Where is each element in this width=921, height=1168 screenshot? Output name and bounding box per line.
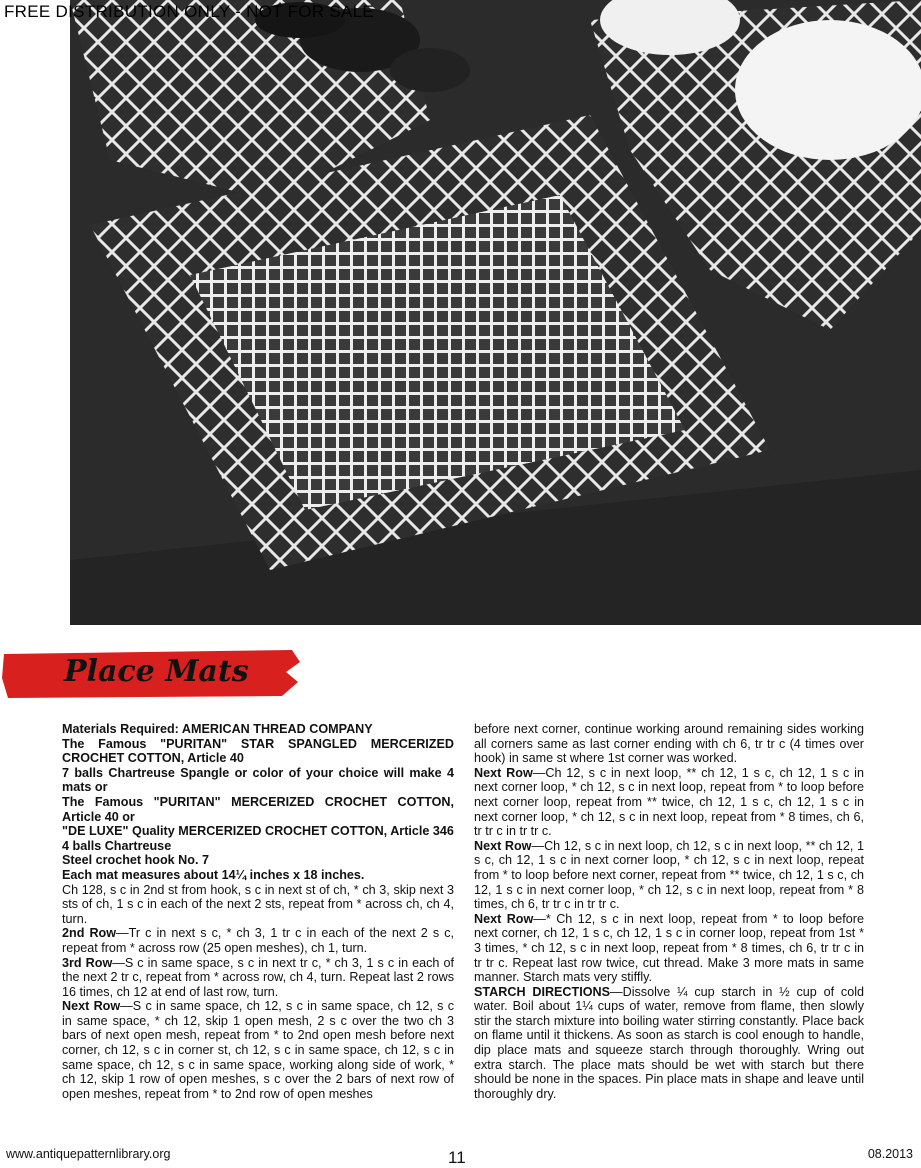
footer-date: 08.2013 (867, 1147, 913, 1161)
materials-line: 7 balls Chartreuse Spangle or color of your choice will make 4 mats or (62, 765, 454, 795)
row-text: —* Ch 12, s c in next loop, repeat from * to loop before next corner, ch 12, 1 s c, ch 12, 1 s c in corner loop, repeat from 1st * 3 times, * ch 12, s c in next loop, repeat from * 8 times, ch 6, tr tr c in tr tr c. Repeat last row twice, cut thread. Make 3 more mats in same manner. Starch mats very stiffly. (474, 911, 864, 985)
row-text: —S c in same space, ch 12, s c in same space, ch 12, s c in same space, * ch 12, skip 1 open mesh, 2 s c over the two ch 3 bars of next open mesh, repeat from * to 2nd open mesh before next corner, ch 12, s c in corner st, ch 12, s c in same space, ch 12, s c in same space, ch 12, s c in same space, working along side of work, * ch 12, skip 1 row of open meshes, s c over the 2 bars of next row of open meshes, repeat from * to 2nd row of open meshes (62, 999, 454, 1101)
materials-line: The Famous "PURITAN" STAR SPANGLED MERCERIZED CROCHET COTTON, Article 40 (62, 736, 454, 766)
distribution-notice: FREE DISTRIBUTION ONLY - NOT FOR SALE (4, 2, 375, 21)
footer-site: www.antiquepatternlibrary.org (6, 1147, 171, 1161)
materials-line: Each mat measures about 14¼ inches x 18 inches. (62, 867, 365, 882)
row-label: Next Row (474, 838, 532, 853)
row-3 (62, 956, 454, 1000)
first-row-text: Ch 128, s c in 2nd st from hook, s c in next st of ch, * ch 3, skip next 3 sts of ch, 1 s c in each of the next 2 sts, repeat from * across ch, ch 4, turn. (62, 882, 454, 926)
row-text: —Ch 12, s c in next loop, ** ch 12, 1 s c, ch 12, 1 s c in next corner loop, * ch 12, s c in next loop, repeat from * to loop before next corner loop, repeat from ** twice, ch 12, 1 s c, ch 12, 1 s c in next corner loop, * ch 12, s c in next loop, repeat from * 8 times, ch 6, tr tr c in tr tr c. (474, 765, 864, 839)
next-row (474, 766, 864, 839)
row-label: Next Row (62, 999, 121, 1014)
materials-line: "DE LUXE" Quality MERCERIZED CROCHET COTTON, Article 346 (62, 824, 454, 839)
row-2 (62, 926, 454, 955)
starch-text: —Dissolve ¼ cup starch in ½ cup of cold water. Boil about 1¼ cups of water, remove from flame, then slowly stir the starch mixture into boiling water stirring constantly. Place back on flame until it thickens. As soon as starch is cool enough to handle, dip place mats and squeeze starch through thoroughly. Wring out extra starch. The place mats should be wet with starch but there should be none in the spaces. Pin place mats in shape and leave until thoroughly dry. (474, 984, 864, 1101)
continued-text: before next corner, continue working around remaining sides working all corners same as last corner ending with ch 6, tr tr c (4 times over hook) in same st where 1st corner was worked. (474, 722, 864, 766)
next-row (474, 839, 864, 912)
row-text: —S c in same space, s c in next tr c, * ch 3, 1 s c in each of the next 2 tr c, repeat from * across row, ch 4, turn. Repeat last 2 rows 16 times, ch 12 at end of last row, turn. (62, 955, 455, 999)
title-text: Place Mats (64, 654, 249, 689)
place-mats-photo (70, 0, 921, 625)
row-label: 3rd Row (62, 955, 113, 970)
row-label: 2nd Row (62, 926, 117, 941)
crochet-mats-illustration (70, 0, 921, 625)
row-text: —Ch 12, s c in next loop, ch 12, s c in next loop, ** ch 12, 1 s c, ch 12, 1 s c in next corner loop, * ch 12, s c in next loop, repeat from * to loop before next corner, repeat from ** twice, ch 12, 1 s c, ch 12, 1 s c in next corner loop, * ch 12, s c in next loop, repeat from * 8 times, ch 6, tr tr c in tr tr c. (474, 838, 864, 912)
materials-line: Steel crochet hook No. 7 (62, 853, 209, 868)
next-row (474, 912, 864, 985)
materials-line: The Famous "PURITAN" MERCERIZED CROCHET COTTON, Article 40 or (62, 794, 454, 824)
next-row (62, 999, 454, 1101)
row-label: Next Row (474, 911, 534, 926)
row-text: —Tr c in next s c, * ch 3, 1 tr c in each of the next 2 s c, repeat from * across row (25 open meshes), ch 1, turn. (62, 926, 454, 955)
materials-line: Materials Required: AMERICAN THREAD COMPANY (62, 722, 373, 736)
section-title (2, 648, 302, 700)
starch-directions (474, 985, 864, 1102)
starch-label: STARCH DIRECTIONS (474, 984, 611, 999)
row-label: Next Row (474, 765, 533, 780)
instructions-right-column (474, 722, 864, 1101)
page-number: 11 (448, 1148, 466, 1167)
instructions-left-column (62, 722, 454, 1101)
materials-line: 4 balls Chartreuse (62, 838, 172, 853)
